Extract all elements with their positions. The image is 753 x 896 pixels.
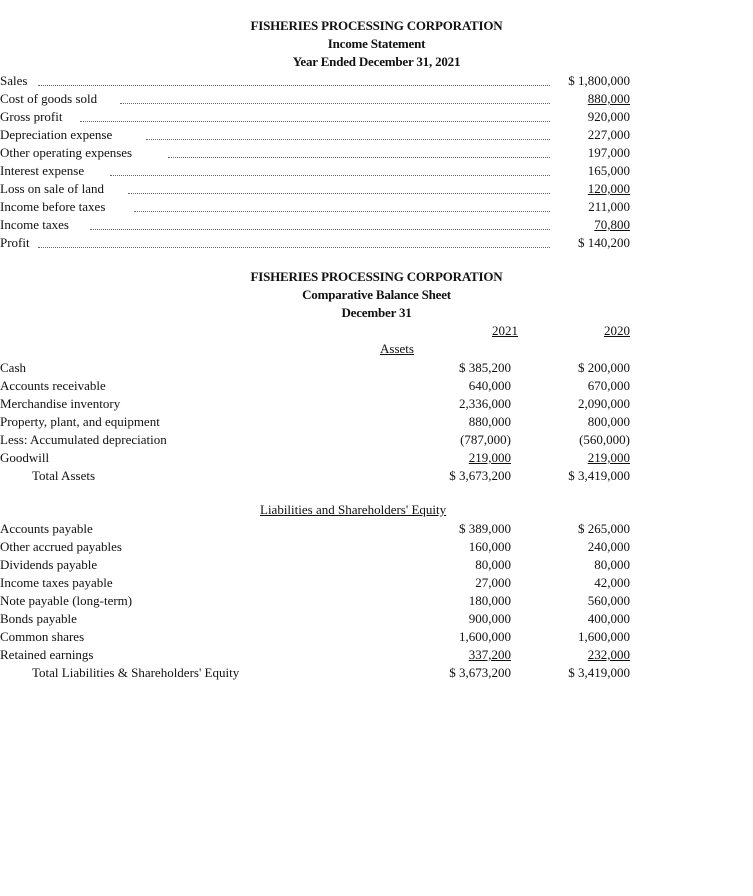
- asset-label: Merchandise inventory: [0, 396, 121, 411]
- is-value: $ 140,200: [578, 235, 630, 250]
- is-row-loss-land: [0, 180, 640, 198]
- liab-2020: 1,600,000: [578, 629, 630, 644]
- asset-row: [0, 359, 640, 377]
- liab-2020: 560,000: [587, 593, 630, 608]
- is-label: Profit: [0, 235, 30, 250]
- liab-2021: 80,000: [475, 557, 511, 572]
- asset-row: [0, 413, 640, 431]
- is-label: Sales: [0, 73, 28, 88]
- asset-row: [0, 449, 640, 467]
- asset-2021: 880,000: [468, 414, 511, 429]
- liab-label: Total Liabilities & Shareholders' Equity: [32, 665, 240, 680]
- is-value: 880,000: [587, 91, 630, 106]
- assets-heading: Assets: [380, 341, 414, 356]
- balance-sheet-company: FISHERIES PROCESSING CORPORATION: [250, 269, 503, 284]
- is-row-income-before-taxes: [0, 198, 640, 216]
- liab-row: [0, 628, 640, 646]
- asset-2020: (560,000): [579, 432, 630, 447]
- liab-total-row: [0, 664, 640, 682]
- is-value: 197,000: [587, 145, 630, 160]
- income-statement-period: Year Ended December 31, 2021: [292, 54, 461, 69]
- asset-row: [0, 395, 640, 413]
- liab-2021: $ 3,673,200: [449, 665, 511, 680]
- asset-row: [0, 431, 640, 449]
- is-value: $ 1,800,000: [568, 73, 630, 88]
- liab-2021: 160,000: [468, 539, 511, 554]
- liab-row: [0, 574, 640, 592]
- asset-2020: 219,000: [587, 450, 630, 465]
- liab-2020: $ 265,000: [578, 521, 630, 536]
- liab-label: Retained earnings: [0, 647, 94, 662]
- is-label: Loss on sale of land: [0, 181, 104, 196]
- liabilities-heading: Liabilities and Shareholders' Equity: [260, 502, 447, 517]
- asset-label: Goodwill: [0, 450, 50, 465]
- income-statement-company: FISHERIES PROCESSING CORPORATION: [250, 18, 503, 33]
- is-label: Depreciation expense: [0, 127, 113, 142]
- is-label: Income before taxes: [0, 199, 106, 214]
- asset-label: Less: Accumulated depreciation: [0, 432, 167, 447]
- is-value: 211,000: [588, 199, 630, 214]
- is-label: Other operating expenses: [0, 145, 133, 160]
- is-value: 70,800: [594, 217, 630, 232]
- asset-label: Total Assets: [32, 468, 96, 483]
- liab-row: [0, 520, 640, 538]
- is-label: Income taxes: [0, 217, 69, 232]
- asset-row: [0, 377, 640, 395]
- liab-2020: 42,000: [594, 575, 630, 590]
- asset-2021: $ 385,200: [459, 360, 511, 375]
- liab-label: Dividends payable: [0, 557, 98, 572]
- liab-label: Bonds payable: [0, 611, 77, 626]
- is-row-depreciation: [0, 126, 640, 144]
- liab-2021: $ 389,000: [459, 521, 511, 536]
- is-label: Gross profit: [0, 109, 63, 124]
- is-row-income-taxes: [0, 216, 640, 234]
- col-header-2020: 2020: [604, 323, 630, 338]
- is-value: 227,000: [587, 127, 630, 142]
- is-row-sales: [0, 72, 640, 90]
- asset-2021: 640,000: [468, 378, 511, 393]
- is-row-gross-profit: [0, 108, 640, 126]
- asset-2021: (787,000): [460, 432, 511, 447]
- asset-label: Cash: [0, 360, 26, 375]
- liab-2020: 240,000: [587, 539, 630, 554]
- liab-row: [0, 538, 640, 556]
- liab-label: Income taxes payable: [0, 575, 113, 590]
- liab-2021: 1,600,000: [459, 629, 511, 644]
- liab-2021: 180,000: [468, 593, 511, 608]
- asset-2020: $ 3,419,000: [568, 468, 630, 483]
- liab-label: Common shares: [0, 629, 85, 644]
- asset-total-row: [0, 467, 640, 485]
- liab-2021: 337,200: [468, 647, 511, 662]
- liab-label: Note payable (long-term): [0, 593, 133, 608]
- asset-label: Property, plant, and equipment: [0, 414, 160, 429]
- asset-2020: 800,000: [587, 414, 630, 429]
- liab-row: [0, 610, 640, 628]
- is-row-profit: [0, 234, 640, 252]
- liab-2020: 80,000: [594, 557, 630, 572]
- balance-sheet-date: December 31: [341, 305, 412, 320]
- is-row-other-opex: [0, 144, 640, 162]
- is-label: Cost of goods sold: [0, 91, 98, 106]
- liab-row: [0, 556, 640, 574]
- liab-2021: 900,000: [468, 611, 511, 626]
- liab-row: [0, 592, 640, 610]
- asset-2020: 2,090,000: [578, 396, 630, 411]
- asset-2021: 219,000: [468, 450, 511, 465]
- income-statement-title: Income Statement: [327, 36, 426, 51]
- asset-2020: 670,000: [587, 378, 630, 393]
- asset-2020: $ 200,000: [578, 360, 630, 375]
- is-value: 165,000: [587, 163, 630, 178]
- liab-label: Other accrued payables: [0, 539, 122, 554]
- is-value: 920,000: [587, 109, 630, 124]
- is-value: 120,000: [587, 181, 630, 196]
- liab-2020: 232,000: [587, 647, 630, 662]
- col-header-2021: 2021: [492, 323, 518, 338]
- liab-2020: 400,000: [587, 611, 630, 626]
- asset-2021: 2,336,000: [459, 396, 511, 411]
- is-row-interest: [0, 162, 640, 180]
- liab-label: Accounts payable: [0, 521, 93, 536]
- liab-row: [0, 646, 640, 664]
- liab-2020: $ 3,419,000: [568, 665, 630, 680]
- liab-2021: 27,000: [475, 575, 511, 590]
- is-label: Interest expense: [0, 163, 85, 178]
- asset-2021: $ 3,673,200: [449, 468, 511, 483]
- balance-sheet-title: Comparative Balance Sheet: [302, 287, 451, 302]
- asset-label: Accounts receivable: [0, 378, 106, 393]
- is-row-cogs: [0, 90, 640, 108]
